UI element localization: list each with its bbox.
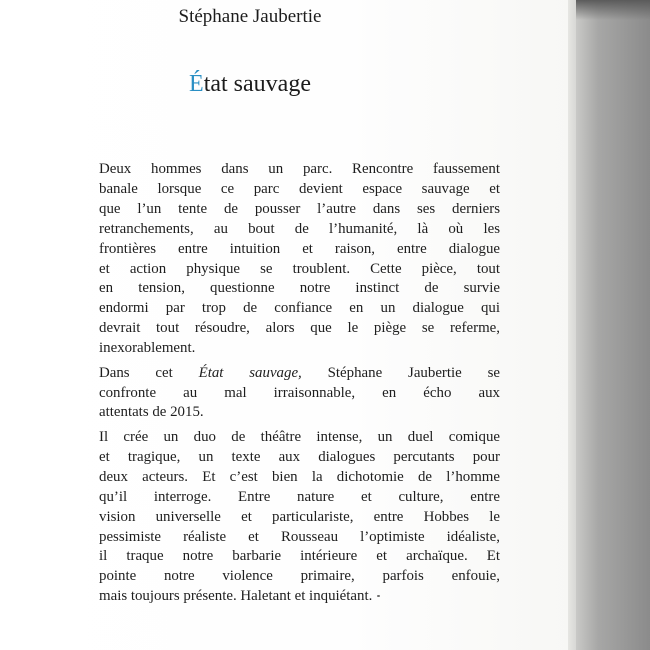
text-line: que l’un tente de pousser l’autre dans ses derniers bbox=[99, 200, 500, 217]
text-line: deux acteurs. Et c’est bien la dichotomie de l’homme bbox=[99, 468, 500, 485]
text-line: il traque notre barbarie intérieure et archaïque. Et bbox=[99, 548, 500, 565]
text-line: en tension, questionne notre instinct de survie bbox=[99, 280, 500, 297]
page-edge bbox=[568, 0, 576, 650]
dust-speck bbox=[377, 595, 380, 597]
text-line: et action physique se troublent. Cette pièce, tout bbox=[99, 260, 500, 277]
text-line: frontières entre intuition et raison, entre dialogue bbox=[99, 240, 500, 257]
text-line: vision universelle et particulariste, entre Hobbes le bbox=[99, 508, 500, 525]
text-line: pessimiste réaliste et Rousseau l’optimiste idéaliste, bbox=[99, 528, 500, 545]
text-line: qu’il interroge. Entre nature et culture, entre bbox=[99, 488, 500, 505]
book-title bbox=[150, 71, 350, 98]
text-line: pointe notre violence primaire, parfois enfouie, bbox=[99, 568, 500, 585]
scanner-shadow bbox=[576, 0, 650, 650]
text-line: confronte au mal irraisonnable, en écho aux bbox=[99, 384, 500, 401]
text-line: banale lorsque ce parc devient espace sauvage et bbox=[99, 180, 500, 197]
text-line: Il crée un duo de théâtre intense, un duel comique bbox=[99, 428, 500, 445]
blurb-paragraph-2 bbox=[99, 364, 500, 424]
blurb-paragraph-1 bbox=[99, 160, 500, 359]
title-initial-letter: É bbox=[189, 71, 204, 97]
text-line: inexorablement. bbox=[99, 340, 196, 357]
text-line: retranchements, au bout de l’humanité, là où les bbox=[99, 220, 500, 237]
text-line: mais toujours présente. Haletant et inquiétant. bbox=[99, 588, 373, 605]
text-run: Dans cet bbox=[99, 364, 199, 381]
scanner-shadow-top bbox=[576, 0, 650, 20]
text-line: Deux hommes dans un parc. Rencontre faussement bbox=[99, 161, 500, 177]
text-line: devrait tout résoudre, alors que le piège se referme, bbox=[99, 320, 500, 337]
author-name: Stéphane Jaubertie bbox=[178, 6, 322, 27]
text-line: endormi par trop de confiance en un dialogue qui bbox=[99, 300, 500, 317]
text-line: et tragique, un texte aux dialogues percutants pour bbox=[99, 448, 500, 465]
text-run: Stéphane Jaubertie se bbox=[301, 364, 501, 381]
blurb-paragraph-3 bbox=[99, 428, 500, 607]
italic-title-mention: État sauvage, bbox=[198, 364, 302, 381]
title-rest: tat sauvage bbox=[203, 71, 311, 97]
text-line bbox=[99, 364, 500, 384]
text-line: attentats de 2015. bbox=[99, 404, 204, 421]
back-cover-blurb bbox=[99, 160, 500, 612]
